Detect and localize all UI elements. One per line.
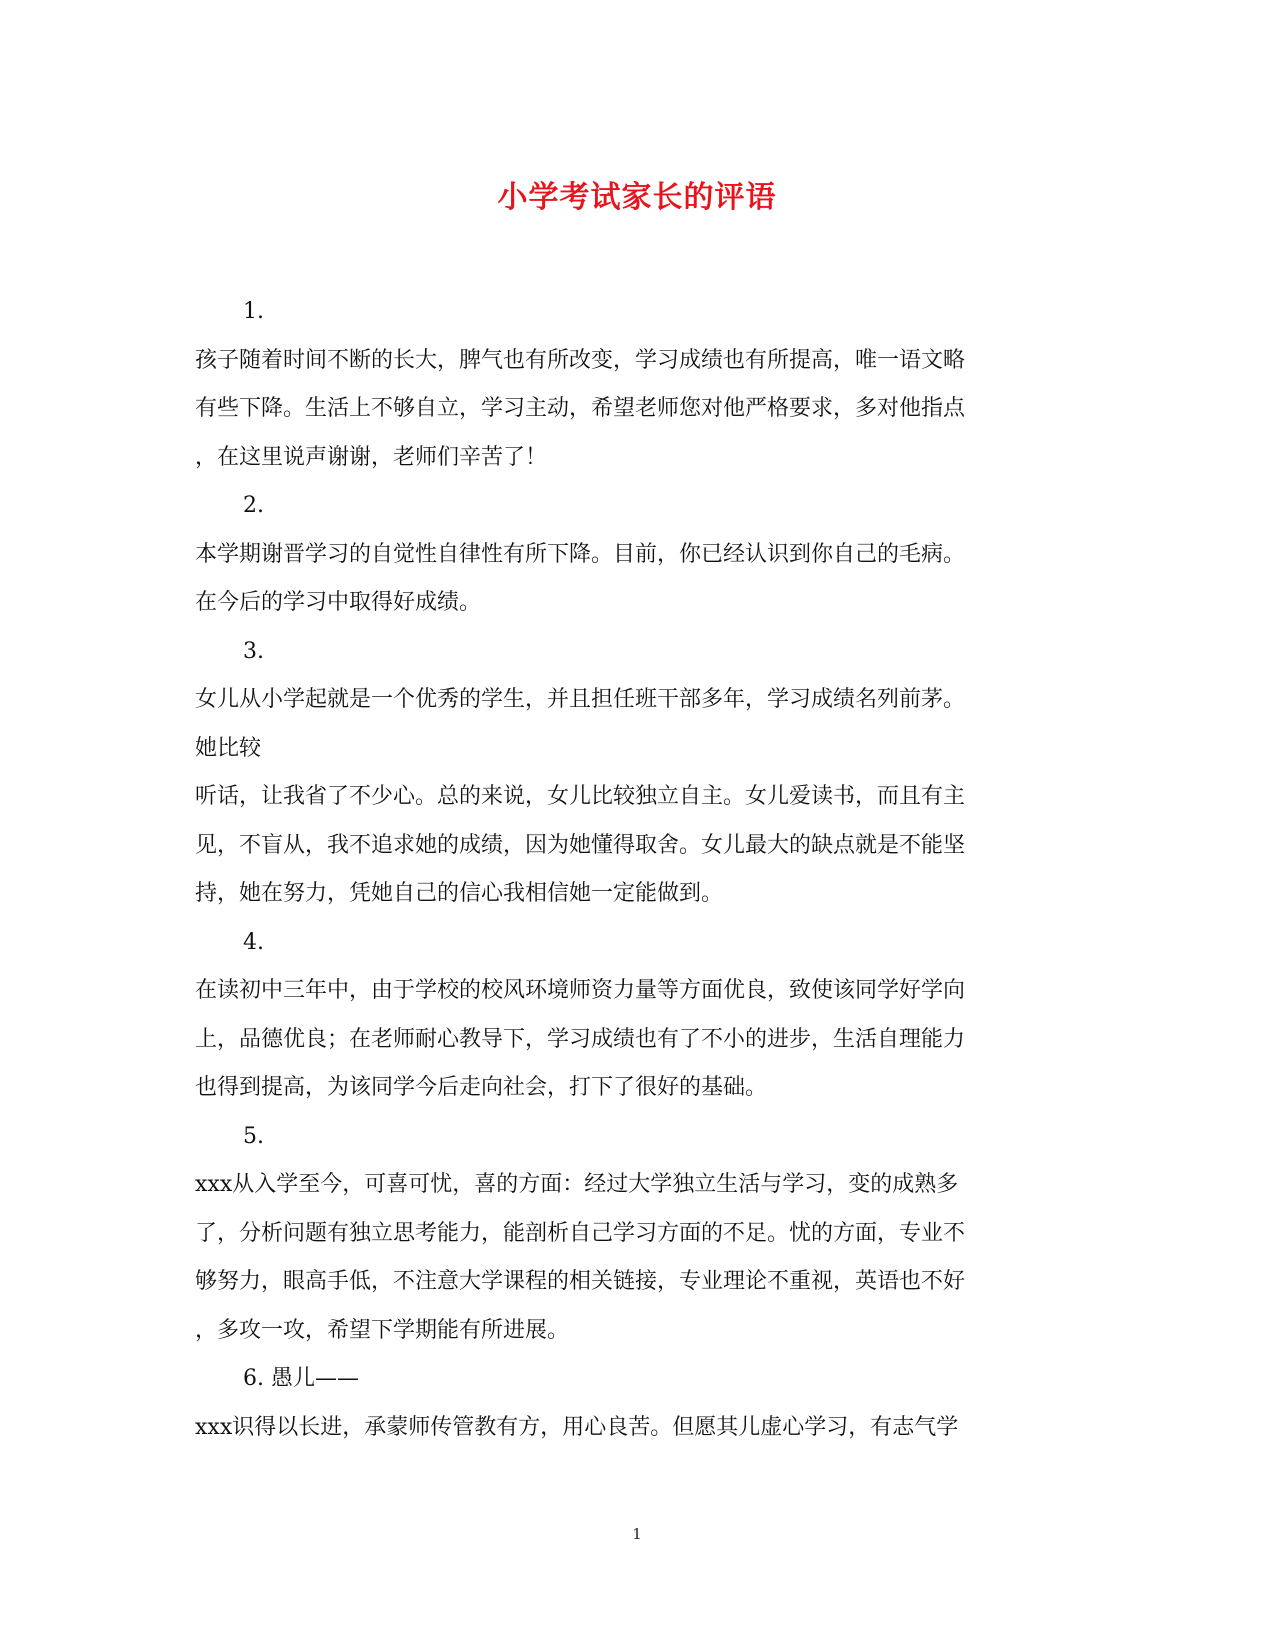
item-number: 6. 愚儿—— (243, 1366, 359, 1391)
paragraph-line: 也得到提高，为该同学今后走向社会，打下了很好的基础。 (195, 1075, 768, 1100)
paragraph-line: 够努力，眼高手低，不注意大学课程的相关链接，专业理论不重视，英语也不好 (195, 1269, 966, 1294)
paragraph-line: ，多攻一攻，希望下学期能有所进展。 (195, 1317, 570, 1343)
paragraph-line: ，在这里说声谢谢，老师们辛苦了！ (195, 444, 548, 470)
item-number: 5. (243, 1123, 264, 1149)
paragraph-line: xxx识得以长进，承蒙师传管教有方，用心良苦。但愿其儿虚心学习，有志气学 (195, 1414, 959, 1440)
paragraph-line: xxx从入学至今，可喜可忧，喜的方面：经过大学独立生活与学习，变的成熟多 (195, 1172, 959, 1197)
document-body (195, 288, 1075, 1452)
paragraph-line: 听话，让我省了不少心。总的来说，女儿比较独立自主。女儿爱读书，而且有主 (195, 784, 966, 809)
paragraph-line: 在今后的学习中取得好成绩。 (195, 590, 482, 615)
item-number: 4. (243, 929, 264, 955)
paragraph-line: 持，她在努力，凭她自己的信心我相信她一定能做到。 (195, 881, 724, 906)
paragraph-line: 见，不盲从，我不追求她的成绩，因为她懂得取舍。女儿最大的缺点就是不能坚 (195, 832, 966, 858)
paragraph-line: 她比较 (195, 735, 262, 761)
paragraph-line: 了，分析问题有独立思考能力，能剖析自己学习方面的不足。忧的方面，专业不 (195, 1220, 966, 1246)
page-number: 1 (632, 1525, 642, 1543)
paragraph-line: 女儿从小学起就是一个优秀的学生，并且担任班干部多年，学习成绩名列前茅。 (195, 687, 966, 712)
item-number: 1. (243, 299, 264, 324)
paragraph-line: 孩子随着时间不断的长大，脾气也有所改变，学习成绩也有所提高，唯一语文略 (195, 347, 966, 373)
paragraph-line: 有些下降。生活上不够自立，学习主动，希望老师您对他严格要求，多对他指点 (195, 396, 966, 421)
item-number: 3. (243, 638, 264, 664)
paragraph-line: 上，品德优良；在老师耐心教导下，学习成绩也有了不小的进步，生活自理能力 (195, 1026, 966, 1052)
document-title: 小学考试家长的评语 (497, 180, 777, 215)
paragraph-line: 在读初中三年中，由于学校的校风环境师资力量等方面优良，致使该同学好学向 (195, 978, 966, 1003)
item-number: 2. (243, 493, 264, 518)
paragraph-line: 本学期谢晋学习的自觉性自律性有所下降。目前，你已经认识到你自己的毛病。 (195, 541, 966, 567)
